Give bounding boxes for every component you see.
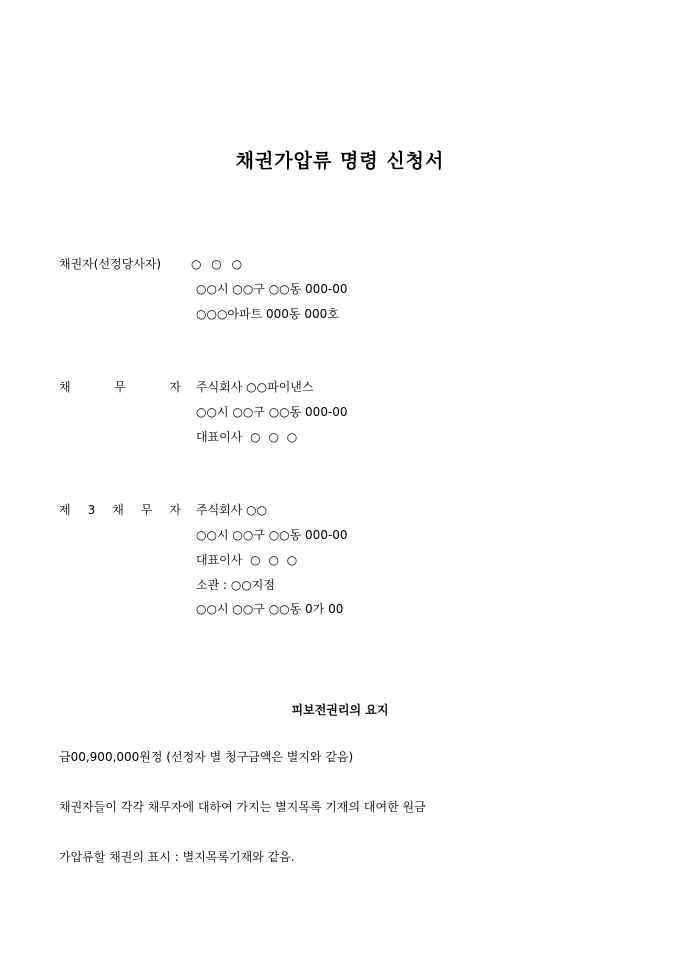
document-title: 채권가압류 명령 신청서 [235,150,445,172]
claim-section-title: 피보전권리의 요지 [291,703,389,717]
debtor-label-char: 자 [169,380,181,394]
claim-description: 채권자들이 각각 채무자에 대하여 가지는 별지목록 기재의 대여한 원금 [59,800,426,814]
third-debtor-label-char: 채 [112,503,124,517]
creditor-name: ○ ○ ○ [191,257,243,271]
third-debtor-label-char: 3 [87,503,96,517]
seizure-claim-statement: 가압류할 채권의 표시 : 별지목록기재와 같음. [59,850,295,864]
third-debtor-branch-address: ○○시 ○○구 ○○동 0가 00 [196,602,344,616]
third-debtor-label-char: 무 [140,503,153,517]
third-debtor-label [59,503,181,517]
debtor-representative: 대표이사 ○ ○ ○ [196,430,298,444]
third-debtor-label-char: 제 [59,503,71,517]
creditor-address-line2: ○○○아파트 000동 000호 [196,307,339,321]
third-debtor-label-char: 자 [169,503,181,517]
debtor-label [59,380,181,394]
third-debtor-address: ○○시 ○○구 ○○동 000-00 [196,528,348,542]
creditor-address-line1: ○○시 ○○구 ○○동 000-00 [196,282,348,296]
debtor-address: ○○시 ○○구 ○○동 000-00 [196,405,348,419]
claim-amount: 금00,900,000원정 (선정자 별 청구금액은 별지와 같음) [59,750,354,764]
debtor-company: 주식회사 ○○파이낸스 [196,380,314,394]
third-debtor-branch: 소관 : ○○지점 [196,578,275,592]
third-debtor-company: 주식회사 ○○ [196,503,268,517]
creditor-label: 채권자(선정당사자) [59,257,162,271]
debtor-label-char: 채 [59,380,71,394]
third-debtor-representative: 대표이사 ○ ○ ○ [196,553,298,567]
debtor-label-char: 무 [114,380,126,394]
